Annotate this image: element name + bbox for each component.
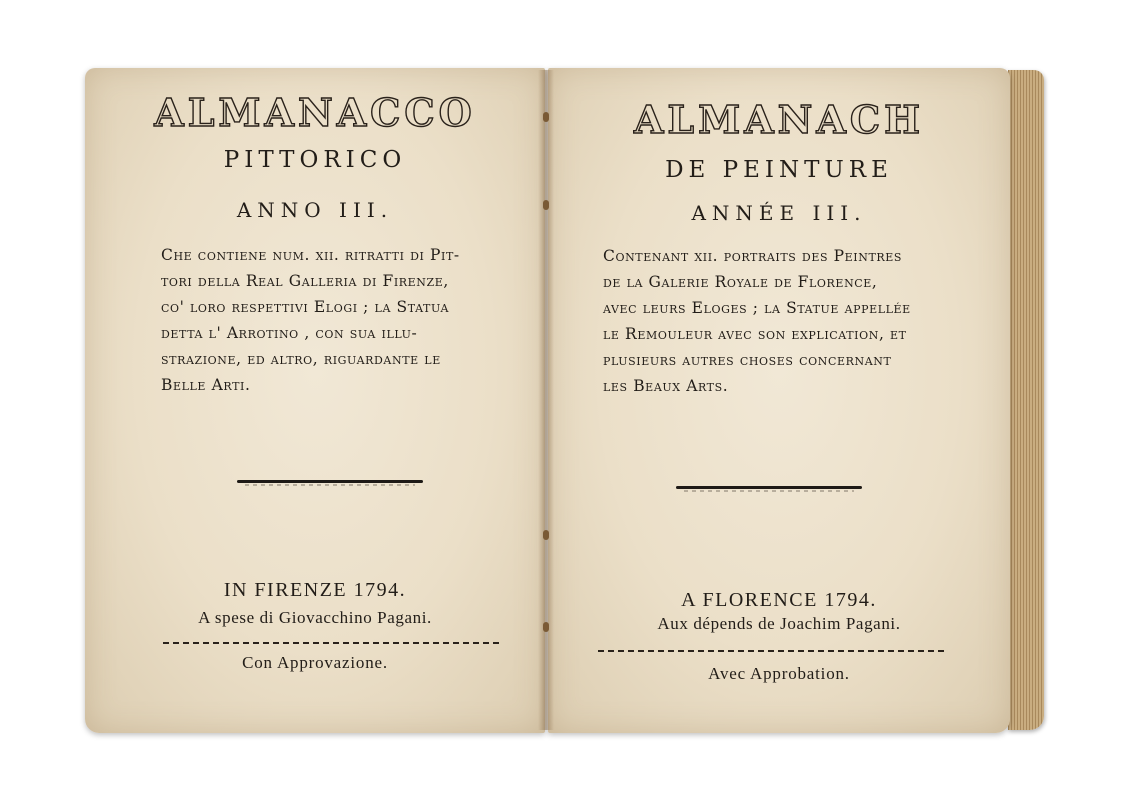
right-title: ALMANACH: [633, 97, 925, 142]
right-description-line: de la Galerie Royale de Florence,: [603, 273, 878, 291]
left-publisher: A spese di Giovacchino Pagani.: [198, 608, 432, 627]
right-page: [548, 68, 1010, 733]
right-description-line: plusieurs autres choses concernant: [603, 351, 892, 369]
left-year-label: ANNO III.: [236, 198, 394, 222]
binding-stitch: [543, 530, 549, 540]
left-description-line: tori della Real Galleria di Firenze,: [161, 272, 449, 290]
left-description-line: Che contiene num. xii. ritratti di Pit-: [161, 246, 460, 264]
right-description-line: les Beaux Arts.: [603, 377, 729, 395]
left-page: [85, 68, 545, 733]
right-year-label: ANNÉE III.: [691, 201, 867, 225]
left-description-line: Belle Arti.: [161, 376, 251, 394]
right-publisher: Aux dépends de Joachim Pagani.: [657, 614, 901, 633]
right-description-line: avec leurs Eloges ; la Statue appellée: [603, 299, 911, 317]
left-approval: Con Approvazione.: [242, 653, 388, 672]
page-edges: [1008, 70, 1044, 730]
left-title: ALMANACCO: [154, 90, 476, 135]
left-description-line: co' loro respettivi Elogi ; la Statua: [161, 298, 450, 316]
right-approval: Avec Approbation.: [708, 664, 850, 683]
right-imprint: A FLORENCE 1794.: [681, 589, 877, 611]
right-description-line: Contenant xii. portraits des Peintres: [603, 247, 903, 265]
left-dashed-rule: [163, 642, 503, 644]
binding-stitch: [543, 200, 549, 210]
right-ornamental-rule: [676, 486, 862, 489]
right-subtitle: DE PEINTURE: [665, 157, 893, 183]
left-ornamental-rule: [237, 480, 423, 483]
right-description: [603, 243, 953, 399]
binding-stitch: [543, 112, 549, 122]
right-dashed-rule: [598, 650, 948, 652]
binding-stitch: [543, 622, 549, 632]
left-subtitle: PITTORICO: [223, 147, 407, 173]
left-description-line: strazione, ed altro, riguardante le: [161, 350, 441, 368]
left-description: [161, 242, 506, 398]
left-imprint: IN FIRENZE 1794.: [223, 579, 407, 601]
left-description-line: detta l' Arrotino , con sua illu-: [161, 324, 418, 342]
right-description-line: le Remouleur avec son explication, et: [603, 325, 907, 343]
